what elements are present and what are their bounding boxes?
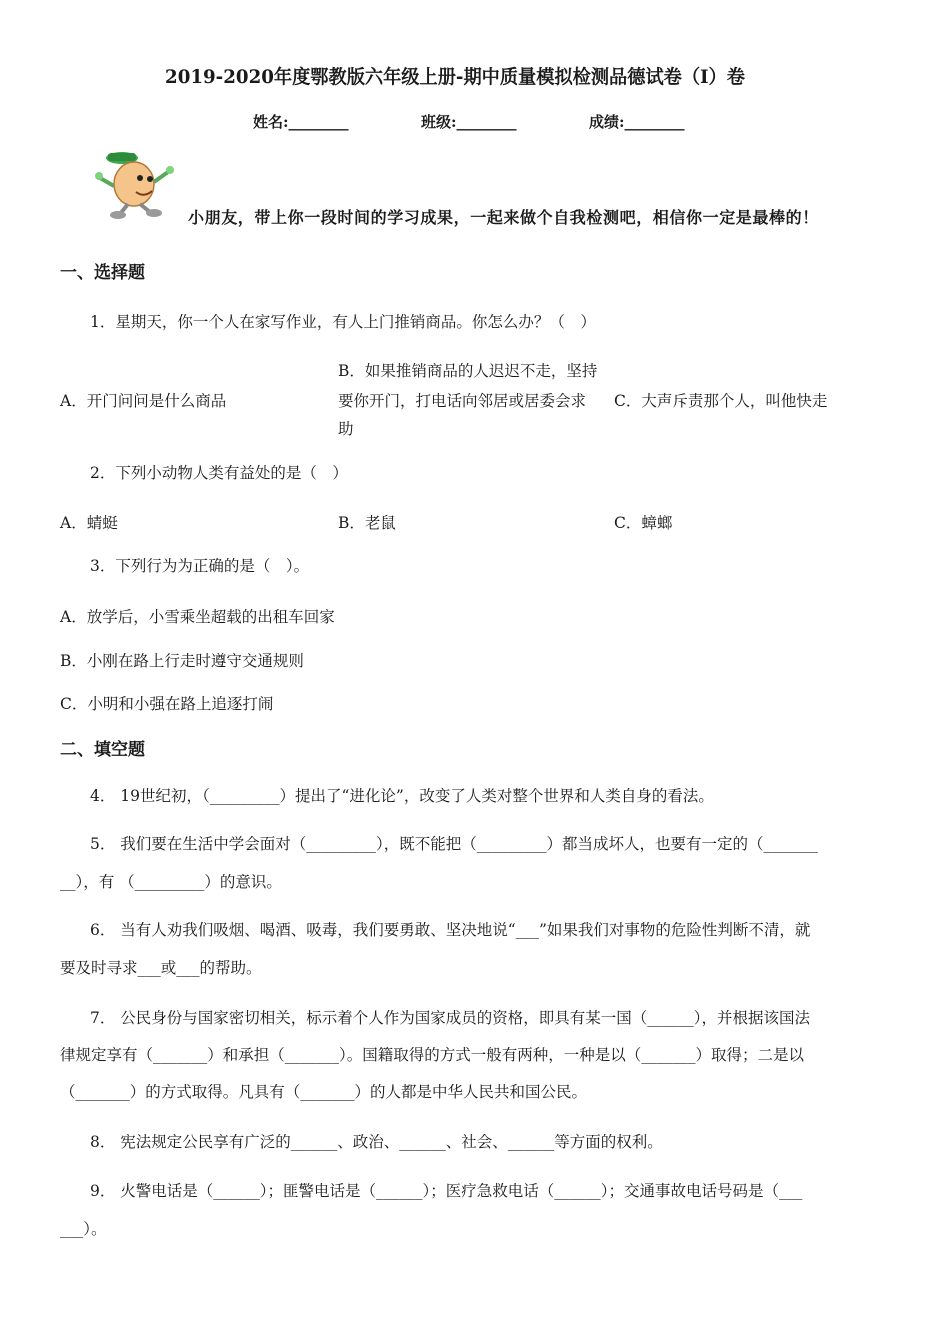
question-7-line2: 律规定享有（_______）和承担（_______）。国籍取得的方式一般有两种，一种是以（_______）取得；二是以 — [60, 1046, 805, 1064]
page-title: 2019-2020年度鄂教版六年级上册-期中质量模拟检测品德试卷（I）卷 — [165, 66, 745, 88]
name-field: 姓名:________ — [253, 113, 349, 131]
q2-option-a: A．蜻蜓 — [60, 514, 118, 532]
q1-option-a: A．开门问问是什么商品 — [60, 392, 227, 410]
question-6-line1: 6． 当有人劝我们吸烟、喝酒、吸毒，我们要勇敢、坚决地说“___”如果我们对事物的危险性判断不清，就 — [90, 921, 811, 939]
score-field: 成绩:________ — [589, 113, 685, 131]
section-fill-title: 二、填空题 — [60, 740, 145, 760]
question-2: 2．下列小动物人类有益处的是（ ） — [90, 464, 348, 482]
section-choice-title: 一、选择题 — [60, 263, 145, 283]
question-5-line2: __），有 （_________）的意识。 — [60, 873, 282, 891]
question-5-line1: 5． 我们要在生活中学会面对（_________），既不能把（_________）都当成坏人，也要有一定的（_______ — [90, 835, 818, 853]
question-9-line1: 9． 火警电话是（______）；匪警电话是（______）；医疗急救电话（______）；交通事故电话号码是（___ — [90, 1182, 803, 1200]
question-8: 8． 宪法规定公民享有广泛的______、政治、______、社会、______等方面的权利。 — [90, 1133, 663, 1151]
q3-option-a: A．放学后，小雪乘坐超载的出租车回家 — [60, 608, 335, 626]
question-3: 3．下列行为为正确的是（ ）。 — [90, 557, 310, 575]
q1-option-b-line3: 助 — [338, 420, 354, 438]
q1-option-b-line2: 要你开门，打电话向邻居或居委会求 — [338, 392, 587, 410]
question-4: 4． 19世纪初，（_________）提出了“进化论”，改变了人类对整个世界和人类自身的看法。 — [90, 787, 714, 805]
q2-option-c: C．蟑螂 — [614, 514, 673, 532]
q1-option-b-line1: B．如果推销商品的人迟迟不走，坚持 — [338, 362, 598, 380]
intro-text: 小朋友，带上你一段时间的学习成果，一起来做个自我检测吧，相信你一定是最棒的！ — [188, 208, 819, 227]
question-6-line2: 要及时寻求___或___的帮助。 — [60, 959, 262, 977]
q1-option-c: C．大声斥责那个人，叫他快走 — [614, 392, 828, 410]
q3-option-c: C．小明和小强在路上追逐打闹 — [60, 695, 274, 713]
question-9-line2: ___）。 — [60, 1220, 107, 1238]
mascot-illustration — [92, 148, 180, 220]
question-7-line1: 7． 公民身份与国家密切相关，标示着个人作为国家成员的资格，即具有某一国（______），并根据该国法 — [90, 1009, 811, 1027]
q2-option-b: B．老鼠 — [338, 514, 396, 532]
question-7-line3: （_______）的方式取得。凡具有（_______）的人都是中华人民共和国公民。 — [60, 1083, 588, 1101]
class-field: 班级:________ — [421, 113, 517, 131]
question-1: 1．星期天，你一个人在家写作业，有人上门推销商品。你怎么办？（ ） — [90, 313, 596, 331]
q3-option-b: B．小刚在路上行走时遵守交通规则 — [60, 652, 304, 670]
